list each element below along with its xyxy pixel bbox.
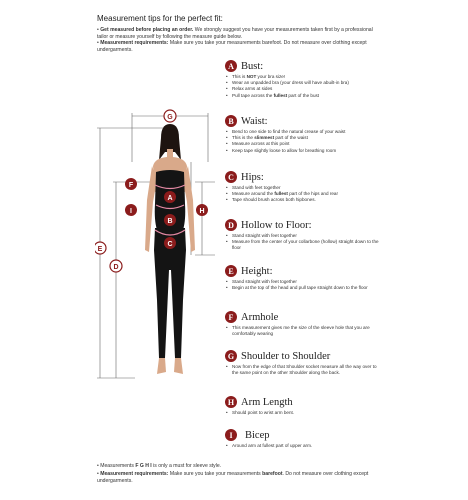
list-item: • Wear an unpadded bra (your dress will have abuilt-in bra)	[225, 80, 385, 86]
section-height	[225, 265, 380, 291]
section-hips	[225, 171, 385, 204]
badge-f: F	[225, 311, 237, 323]
list-item: • Measure from the center of your collarbone (hollow) straight down to the floor	[225, 239, 380, 251]
section-arm-length	[225, 396, 380, 416]
diagram-label-f: F	[128, 182, 134, 189]
list-item: • Begin at the top of the head and pull tape straight down to the floor	[225, 285, 380, 291]
page-title: Measurement tips for the perfect fit:	[97, 14, 223, 23]
section-waist	[225, 115, 385, 154]
footer-note-sleeve: • Measurements F G H I is only a must for sleeve style.	[97, 463, 222, 469]
badge-b: B	[225, 115, 237, 127]
section-title: Armhole	[241, 311, 279, 323]
diagram-label-i: I	[130, 208, 132, 215]
section-title: Hollow to Floor:	[241, 219, 312, 231]
list-item: • This is NOT your bra size!	[225, 74, 385, 80]
list-item: • This is the slimmest part of the waist	[225, 135, 385, 141]
diagram-label-c: C	[167, 241, 173, 248]
badge-c: C	[225, 171, 237, 183]
diagram-label-a: A	[167, 195, 173, 202]
diagram-label-b: B	[167, 218, 173, 225]
list-item: • Pull tape across the fullest part of the bust	[225, 93, 385, 99]
badge-h: H	[225, 396, 237, 408]
list-item: • Should point to wrist arm bent.	[225, 410, 380, 416]
list-item: • Measure across at this point	[225, 141, 385, 147]
section-hollow-to-floor	[225, 219, 380, 252]
badge-g: G	[225, 350, 237, 362]
section-title: Hips:	[241, 171, 264, 183]
list-item: • Measure around the fullest part of the hips and rear	[225, 191, 385, 197]
list-item: • Tape should brush across both hipbones.	[225, 197, 385, 203]
list-item: • Now from the edge of that Shoulder socket measure all the way over to the same point on the other Shoulder along the back.	[225, 364, 380, 376]
badge-d: D	[225, 219, 237, 231]
list-item: • Around arm at fullest part of upper arm.	[225, 443, 380, 449]
diagram-label-d: D	[113, 264, 119, 271]
section-title: Height:	[241, 265, 273, 277]
list-item: • Keep tape slightly loose to allow for breathing room	[225, 148, 385, 154]
section-armhole	[225, 311, 380, 337]
section-shoulder-to-shoulder	[225, 350, 380, 376]
section-bicep	[225, 429, 380, 449]
section-title: Shoulder to Shoulder	[241, 350, 331, 362]
list-item: • Stand with feet together	[225, 185, 385, 191]
section-bust	[225, 60, 385, 99]
diagram-label-e: E	[97, 246, 103, 253]
list-item: • Relax arms at sides	[225, 86, 385, 92]
badge-a: A	[225, 60, 237, 72]
badge-i: I	[225, 429, 237, 441]
badge-e: E	[225, 265, 237, 277]
body-measurement-diagram	[95, 100, 225, 385]
tip-get-measured: • Get measured before placing an order. We strongly suggest you have your measurements taken first by a professional tailor or measure yourself by following the measure guide below.	[97, 27, 373, 40]
diagram-label-g: G	[167, 114, 173, 121]
list-item: • Stand straight with feet together	[225, 279, 380, 285]
tip-measurement-requirements: • Measurement requirements: Make sure you take your measurements barefoot. Do not measure over clothing except undergarments.	[97, 40, 367, 53]
section-title: Waist:	[241, 115, 268, 127]
section-title: Arm Length	[241, 396, 293, 408]
list-item: • This measurement gives me the size of the sleeve hole that you are comfortably wearing	[225, 325, 380, 337]
section-title: Bust:	[241, 60, 264, 72]
list-item: • Bend to one side to find the natural crease of your waist	[225, 129, 385, 135]
diagram-label-h: H	[199, 208, 205, 215]
section-title: Bicep	[245, 429, 270, 441]
list-item: • Stand straight with feet together	[225, 233, 380, 239]
footer-note-requirements: • Measurement requirements: Make sure you take your measurements barefoot. Do not measure over clothing except undergarments.	[97, 471, 369, 484]
